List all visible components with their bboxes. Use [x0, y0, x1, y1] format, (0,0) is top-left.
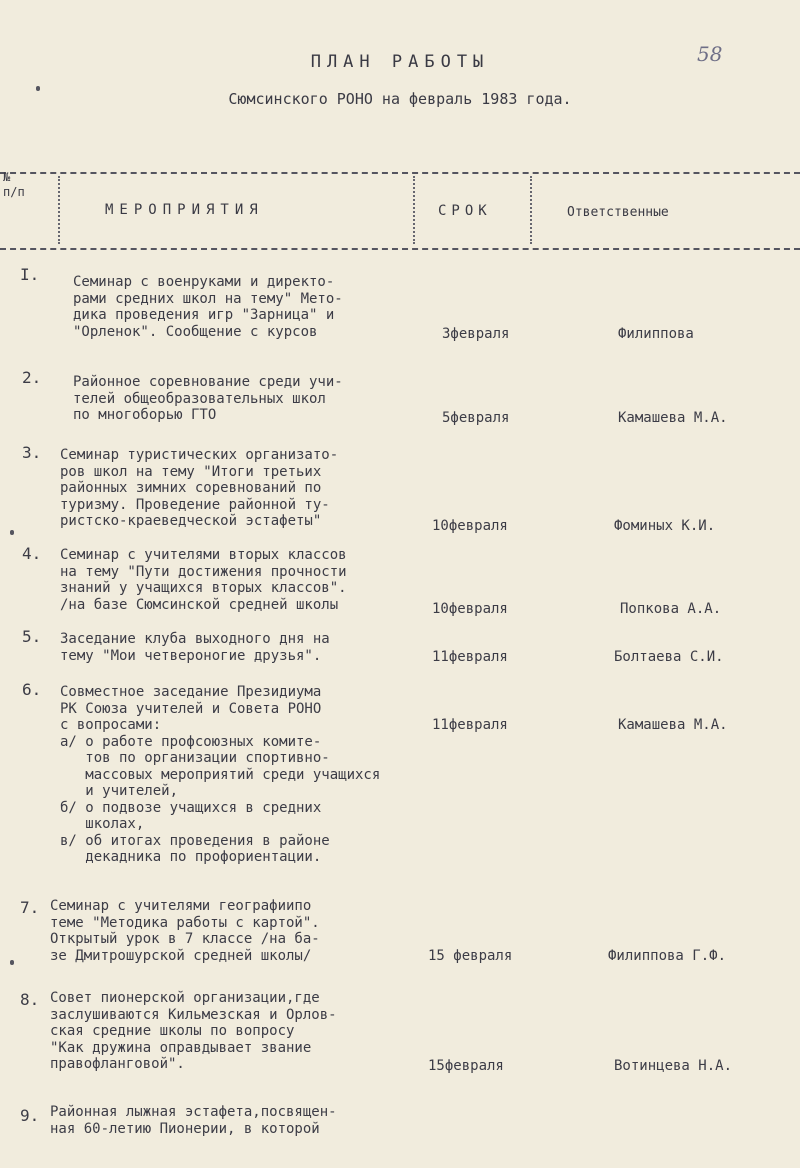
row-date: 15февраля	[428, 1058, 504, 1074]
column-header-number: № п/п	[3, 170, 25, 199]
column-separator	[530, 176, 532, 244]
row-number: 9.	[20, 1106, 40, 1125]
row-number: 5.	[22, 627, 42, 646]
row-date: 10февраля	[432, 518, 508, 534]
row-number: 6.	[22, 680, 42, 699]
sheet-number: 58	[697, 42, 723, 66]
row-date: 15 февраля	[428, 948, 513, 964]
row-number: 8.	[20, 990, 40, 1009]
row-responsible: Филиппова Г.Ф.	[608, 948, 727, 964]
row-responsible: Вотинцева Н.А.	[614, 1058, 733, 1074]
column-header-date: СРОК	[438, 203, 492, 219]
row-date: 3февраля	[442, 326, 510, 342]
row-number: 2.	[22, 368, 42, 387]
page-subtitle: Сюмсинского РОНО на февраль 1983 года.	[228, 90, 572, 108]
row-date: 10февраля	[432, 601, 508, 617]
row-event-text: Районное соревнование среди учи- телей общеобразовательных школ по многоборью ГТО	[73, 374, 343, 423]
row-responsible: Попкова А.А.	[620, 601, 722, 617]
row-number: 3.	[22, 443, 42, 462]
row-event-text: Совет пионерской организации,где заслушиваются Кильмезская и Орлов- ская средние школы по вопросу "Как дружина оправдывает звание правофланговой".	[50, 990, 337, 1072]
ink-mark	[10, 530, 14, 535]
column-separator	[413, 176, 415, 244]
row-date: 11февраля	[432, 649, 508, 665]
row-number: 7.	[20, 898, 40, 917]
row-responsible: Филиппова	[618, 326, 694, 342]
row-date: 11февраля	[432, 717, 508, 733]
row-date: 5февраля	[442, 410, 510, 426]
ink-mark	[10, 960, 14, 965]
row-responsible: Фоминых К.И.	[614, 518, 716, 534]
row-number: I.	[20, 265, 40, 284]
column-header-responsible: Ответственные	[567, 205, 669, 220]
row-event-text: Семинар с учителями вторых классов на тему "Пути достижения прочности знаний у учащихся вторых классов". /на базе Сюмсинской средней школы	[60, 547, 347, 613]
column-separator	[58, 176, 60, 244]
row-event-text: Семинар с учителями географиипо теме "Методика работы с картой". Открытый урок в 7 классе /на ба- зе Дмитрошурской средней школы/	[50, 898, 320, 964]
row-number: 4.	[22, 544, 42, 563]
column-header-events: МЕРОПРИЯТИЯ	[105, 202, 264, 218]
row-event-text: Совместное заседание Президиума РК Союза учителей и Совета РОНО с вопросами: а/ о работе профсоюзных комите- тов по организации спортивно- массовых мероприятий среди учащихся и учителей, б/ о подвозе учащихся в средних школах, в/ об итогах проведения в районе декадника по профориентации.	[60, 684, 381, 865]
row-responsible: Камашева М.А.	[618, 717, 728, 733]
row-responsible: Болтаева С.И.	[614, 649, 724, 665]
row-event-text: Районная лыжная эстафета,посвящен- ная 60-летию Пионерии, в которой	[50, 1104, 337, 1137]
row-event-text: Семинар туристических организато- ров школ на тему "Итоги третьих районных зимних соревнований по туризму. Проведение районной ту- ристско-краеведческой эстафеты"	[60, 447, 339, 529]
table-top-rule	[0, 172, 800, 174]
row-event-text: Заседание клуба выходного дня на тему "Мои четвероногие друзья".	[60, 631, 330, 664]
page-title: ПЛАН РАБОТЫ	[310, 52, 490, 72]
row-event-text: Семинар с военруками и директо- рами средних школ на тему" Мето- дика проведения игр "Зарница" и "Орленок". Сообщение с курсов	[73, 274, 343, 340]
row-responsible: Камашева М.А.	[618, 410, 728, 426]
table-header-rule	[0, 248, 800, 250]
ink-mark	[36, 86, 40, 91]
